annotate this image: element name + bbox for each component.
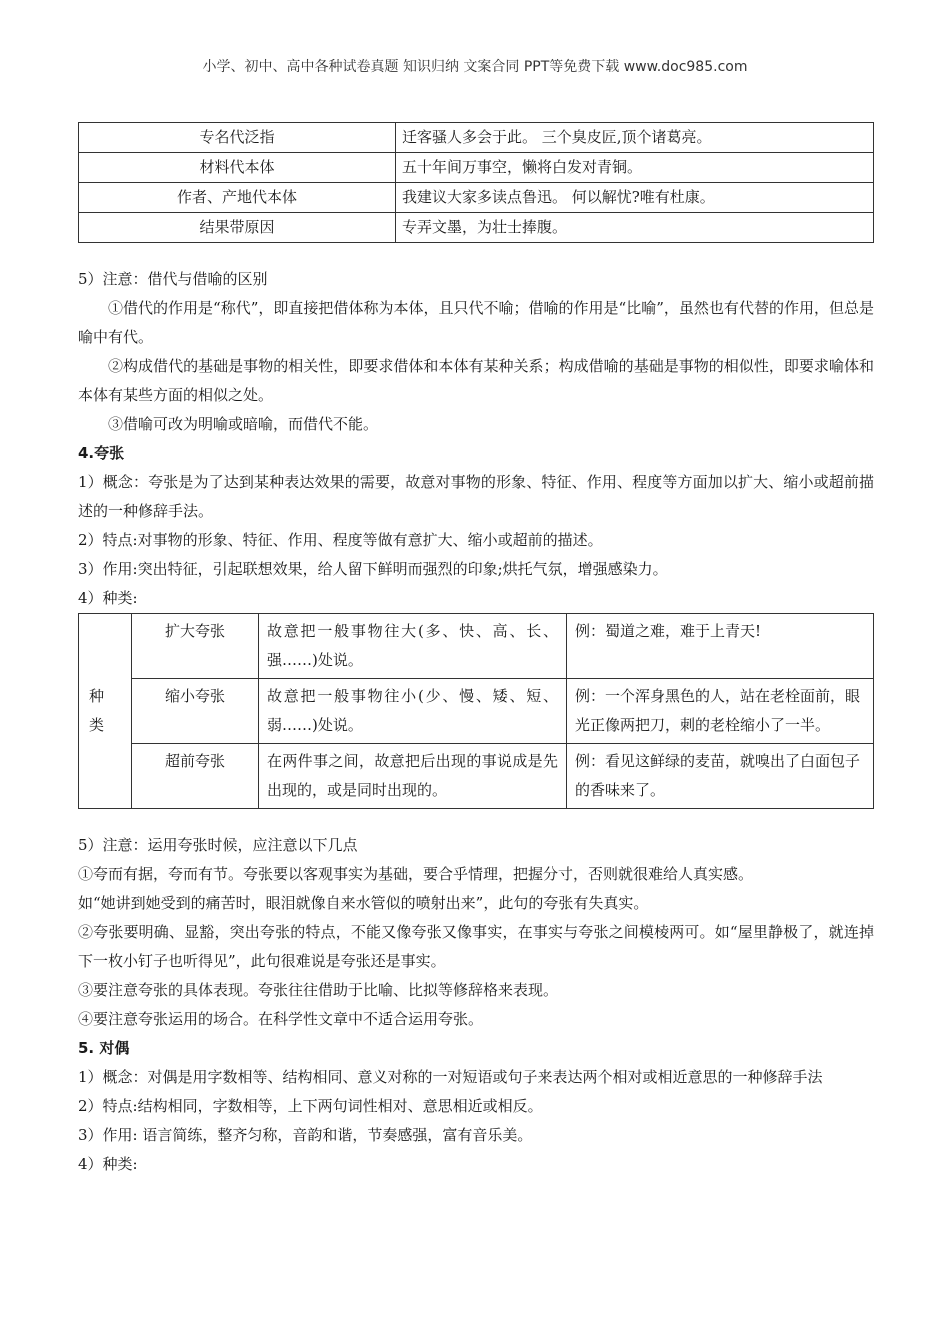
table-cell-example: 我建议大家多读点鲁迅。 何以解忧?唯有杜康。 [396, 183, 874, 213]
table-cell-type: 结果带原因 [79, 213, 396, 243]
paragraph: ②夸张要明确、显豁，突出夸张的特点，不能又像夸张又像事实，在事实与夸张之间模棱两可。如“屋里静极了，就连掉下一枚小钉子也听得见”，此句很难说是夸张还是事实。 [78, 923, 874, 970]
paragraph: 1）概念：对偶是用字数相等、结构相同、意义对称的一对短语或句子来表达两个相对或相近意思的一种修辞手法 [78, 1068, 823, 1086]
table-cell-name: 超前夸张 [132, 744, 259, 809]
table-row [79, 614, 874, 679]
paragraph: 4）种类: [78, 589, 138, 607]
section-heading-hyperbole: 4.夸张 [78, 444, 125, 462]
table-cell-example: 迁客骚人多会于此。 三个臭皮匠,顶个诸葛亮。 [396, 123, 874, 153]
table-row [79, 679, 874, 744]
paragraph: 1）概念：夸张是为了达到某种表达效果的需要，故意对事物的形象、特征、作用、程度等方面加以扩大、缩小或超前描述的一种修辞手法。 [78, 473, 874, 520]
paragraph: 如“她讲到她受到的痛苦时，眼泪就像自来水管似的喷射出来”，此句的夸张有失真实。 [78, 894, 649, 912]
section-heading-antithesis: 5. 对偶 [78, 1039, 130, 1057]
table-cell-desc: 在两件事之间，故意把后出现的事说成是先出现的，或是同时出现的。 [259, 744, 567, 809]
table-row [79, 183, 874, 213]
paragraph: 4）种类: [78, 1155, 138, 1173]
hyperbole-types-table [78, 613, 874, 809]
page-header: 小学、初中、高中各种试卷真题 知识归纳 文案合同 PPT等免费下载 www.doc985.com [202, 59, 748, 75]
note-title: 5）注意：借代与借喻的区别 [78, 270, 268, 288]
table-cell-example: 专弄文墨，为壮士捧腹。 [396, 213, 874, 243]
paragraph: ④要注意夸张运用的场合。在科学性文章中不适合运用夸张。 [78, 1010, 484, 1028]
table-cell-example: 例：蜀道之难，难于上青天! [567, 614, 874, 679]
table-cell-name: 缩小夸张 [132, 679, 259, 744]
paragraph: ①夸而有据，夸而有节。夸张要以客观事实为基础，要合乎情理，把握分寸，否则就很难给人真实感。 [78, 865, 754, 883]
paragraph: 5）注意：运用夸张时候，应注意以下几点 [78, 836, 358, 854]
table-cell-desc: 故意把一般事物往大(多、快、高、长、强……)处说。 [259, 614, 567, 679]
table-cell-desc: 故意把一般事物往小(少、慢、矮、短、弱……)处说。 [259, 679, 567, 744]
table-row [79, 123, 874, 153]
table-cell-example: 例：一个浑身黑色的人，站在老栓面前，眼光正像两把刀，刺的老栓缩小了一半。 [567, 679, 874, 744]
table-row [79, 213, 874, 243]
table-cell-type: 材料代本体 [79, 153, 396, 183]
table-cell-name: 扩大夸张 [132, 614, 259, 679]
document-body [78, 122, 874, 1179]
note-item: ③借喻可改为明喻或暗喻，而借代不能。 [108, 415, 379, 433]
paragraph: 3）作用: 语言简练，整齐匀称，音韵和谐，节奏感强，富有音乐美。 [78, 1126, 533, 1144]
kind-label: 种类 [79, 614, 132, 809]
paragraph: 2）特点:对事物的形象、特征、作用、程度等做有意扩大、缩小或超前的描述。 [78, 531, 603, 549]
note-item: ①借代的作用是“称代”，即直接把借体称为本体，且只代不喻；借喻的作用是“比喻”，虽然也有代替的作用，但总是喻中有代。 [78, 299, 874, 346]
paragraph: ③要注意夸张的具体表现。夸张往往借助于比喻、比拟等修辞格来表现。 [78, 981, 559, 999]
paragraph: 2）特点:结构相同，字数相等，上下两句词性相对、意思相近或相反。 [78, 1097, 543, 1115]
note-item: ②构成借代的基础是事物的相关性，即要求借体和本体有某种关系；构成借喻的基础是事物的相似性，即要求喻体和本体有某些方面的相似之处。 [78, 357, 874, 404]
paragraph: 3）作用:突出特征，引起联想效果，给人留下鲜明而强烈的印象;烘托气氛，增强感染力。 [78, 560, 668, 578]
table-cell-example: 例：看见这鲜绿的麦苗，就嗅出了白面包子的香味来了。 [567, 744, 874, 809]
table-cell-example: 五十年间万事空，懒将白发对青铜。 [396, 153, 874, 183]
table-row [79, 744, 874, 809]
table-cell-type: 专名代泛指 [79, 123, 396, 153]
table-cell-type: 作者、产地代本体 [79, 183, 396, 213]
metonymy-table [78, 122, 874, 243]
table-row [79, 153, 874, 183]
